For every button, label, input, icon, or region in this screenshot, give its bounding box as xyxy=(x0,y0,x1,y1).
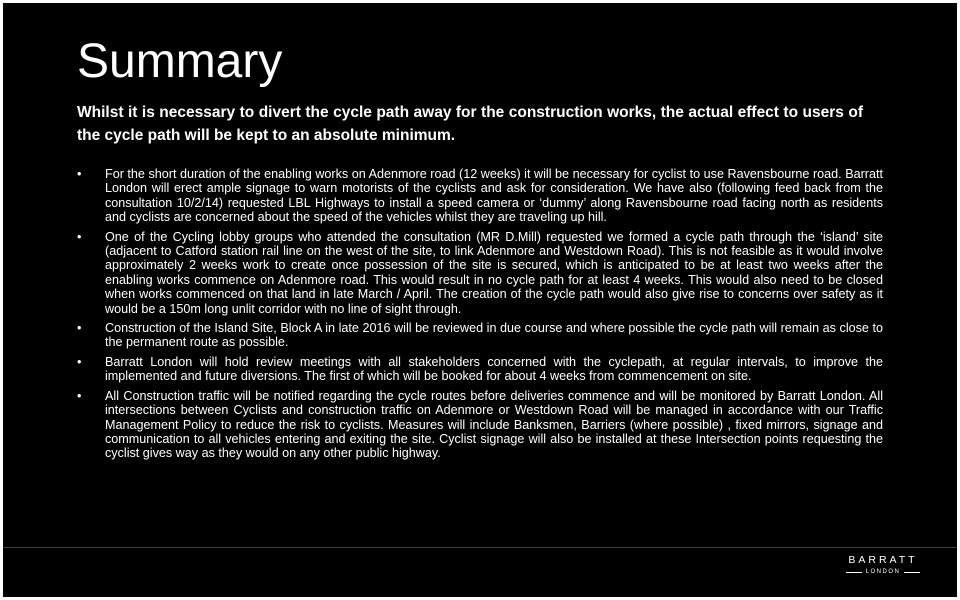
bullet-list xyxy=(3,167,883,466)
bullet-text: One of the Cycling lobby groups who attended the consultation (MR D.Mill) requested we formed a cycle path through the ‘island’ site (adjacent to Catford station rail line on the west of the site, to link Adenmore and Westdown Road). This is not feasible as it would involve approximately 2 weeks work to create once possession of the site is secured, which is anticipated to be at least two weeks after the enabling works commence on Adenmore road. This would result in no cycle path for at least 4 weeks. This would also need to be closed when works commenced on that land in late March / April. The creation of the cycle path would also give rise to concerns over safety as it would be a 150m long unlit corridor with no line of sight through. xyxy=(105,229,883,316)
bullet-item xyxy=(77,388,883,461)
bullet-item xyxy=(77,229,883,316)
bullet-text: Construction of the Island Site, Block A in late 2016 will be reviewed in due course and where possible the cycle path will remain as close to the permanent route as possible. xyxy=(105,321,883,350)
bullet-item xyxy=(77,321,883,350)
bullet-text: For the short duration of the enabling works on Adenmore road (12 weeks) it will be necessary for cyclist to use Ravensbourne road. Barratt London will erect ample signage to warn motorists of the cyclists and ask for consideration. We have also (following feed back from the consultation 10/2/14) requested LBL Highways to install a speed camera or ‘dummy’ along Ravensbourne road facing north as residents and cyclists are concerned about the speed of the vehicles whilst they are traveling up hill. xyxy=(105,167,883,225)
bullet-item xyxy=(77,354,883,384)
footer-band xyxy=(3,547,957,597)
bullet-icon: • xyxy=(77,229,82,244)
bullet-icon: • xyxy=(77,167,82,181)
bullet-icon: • xyxy=(77,321,82,336)
bullet-icon: • xyxy=(77,388,82,403)
logo-rule-right xyxy=(904,572,920,573)
logo-main-text: BARRATT xyxy=(848,554,918,566)
slide-subtitle: Whilst it is necessary to divert the cycle path away for the construction works, the actual effect to users of the cycle path will be kept to an absolute minimum. xyxy=(77,104,863,144)
bullet-text: All Construction traffic will be notified regarding the cycle routes before deliveries commence and will be monitored by Barratt London. All intersections between Cyclists and construction traffic on Adenmore or Westdown Road will be managed in accordance with our Traffic Management Policy to reduce the risk to cyclists. Measures will include Banksmen, Barriers (where possible) , fixed mirrors, signage and communication to all vehicles entering and exiting the site. Cyclist signage will also be installed at these Intersection points requesting the cyclist gives way as they would on any other public highway. xyxy=(105,388,883,461)
slide-title: Summary xyxy=(77,35,283,88)
logo-sub-text: LONDON xyxy=(865,569,901,575)
bullet-icon: • xyxy=(77,354,82,369)
barratt-london-logo xyxy=(827,554,939,577)
bullet-item xyxy=(77,167,883,225)
slide xyxy=(3,3,957,597)
logo-rule-left xyxy=(846,572,862,573)
logo-sub-row xyxy=(827,567,939,577)
bullet-text: Barratt London will hold review meetings with all stakeholders concerned with the cyclepath, at regular intervals, to improve the implemented and future diversions. The first of which will be booked for about 4 weeks from commencement on site. xyxy=(105,354,883,384)
